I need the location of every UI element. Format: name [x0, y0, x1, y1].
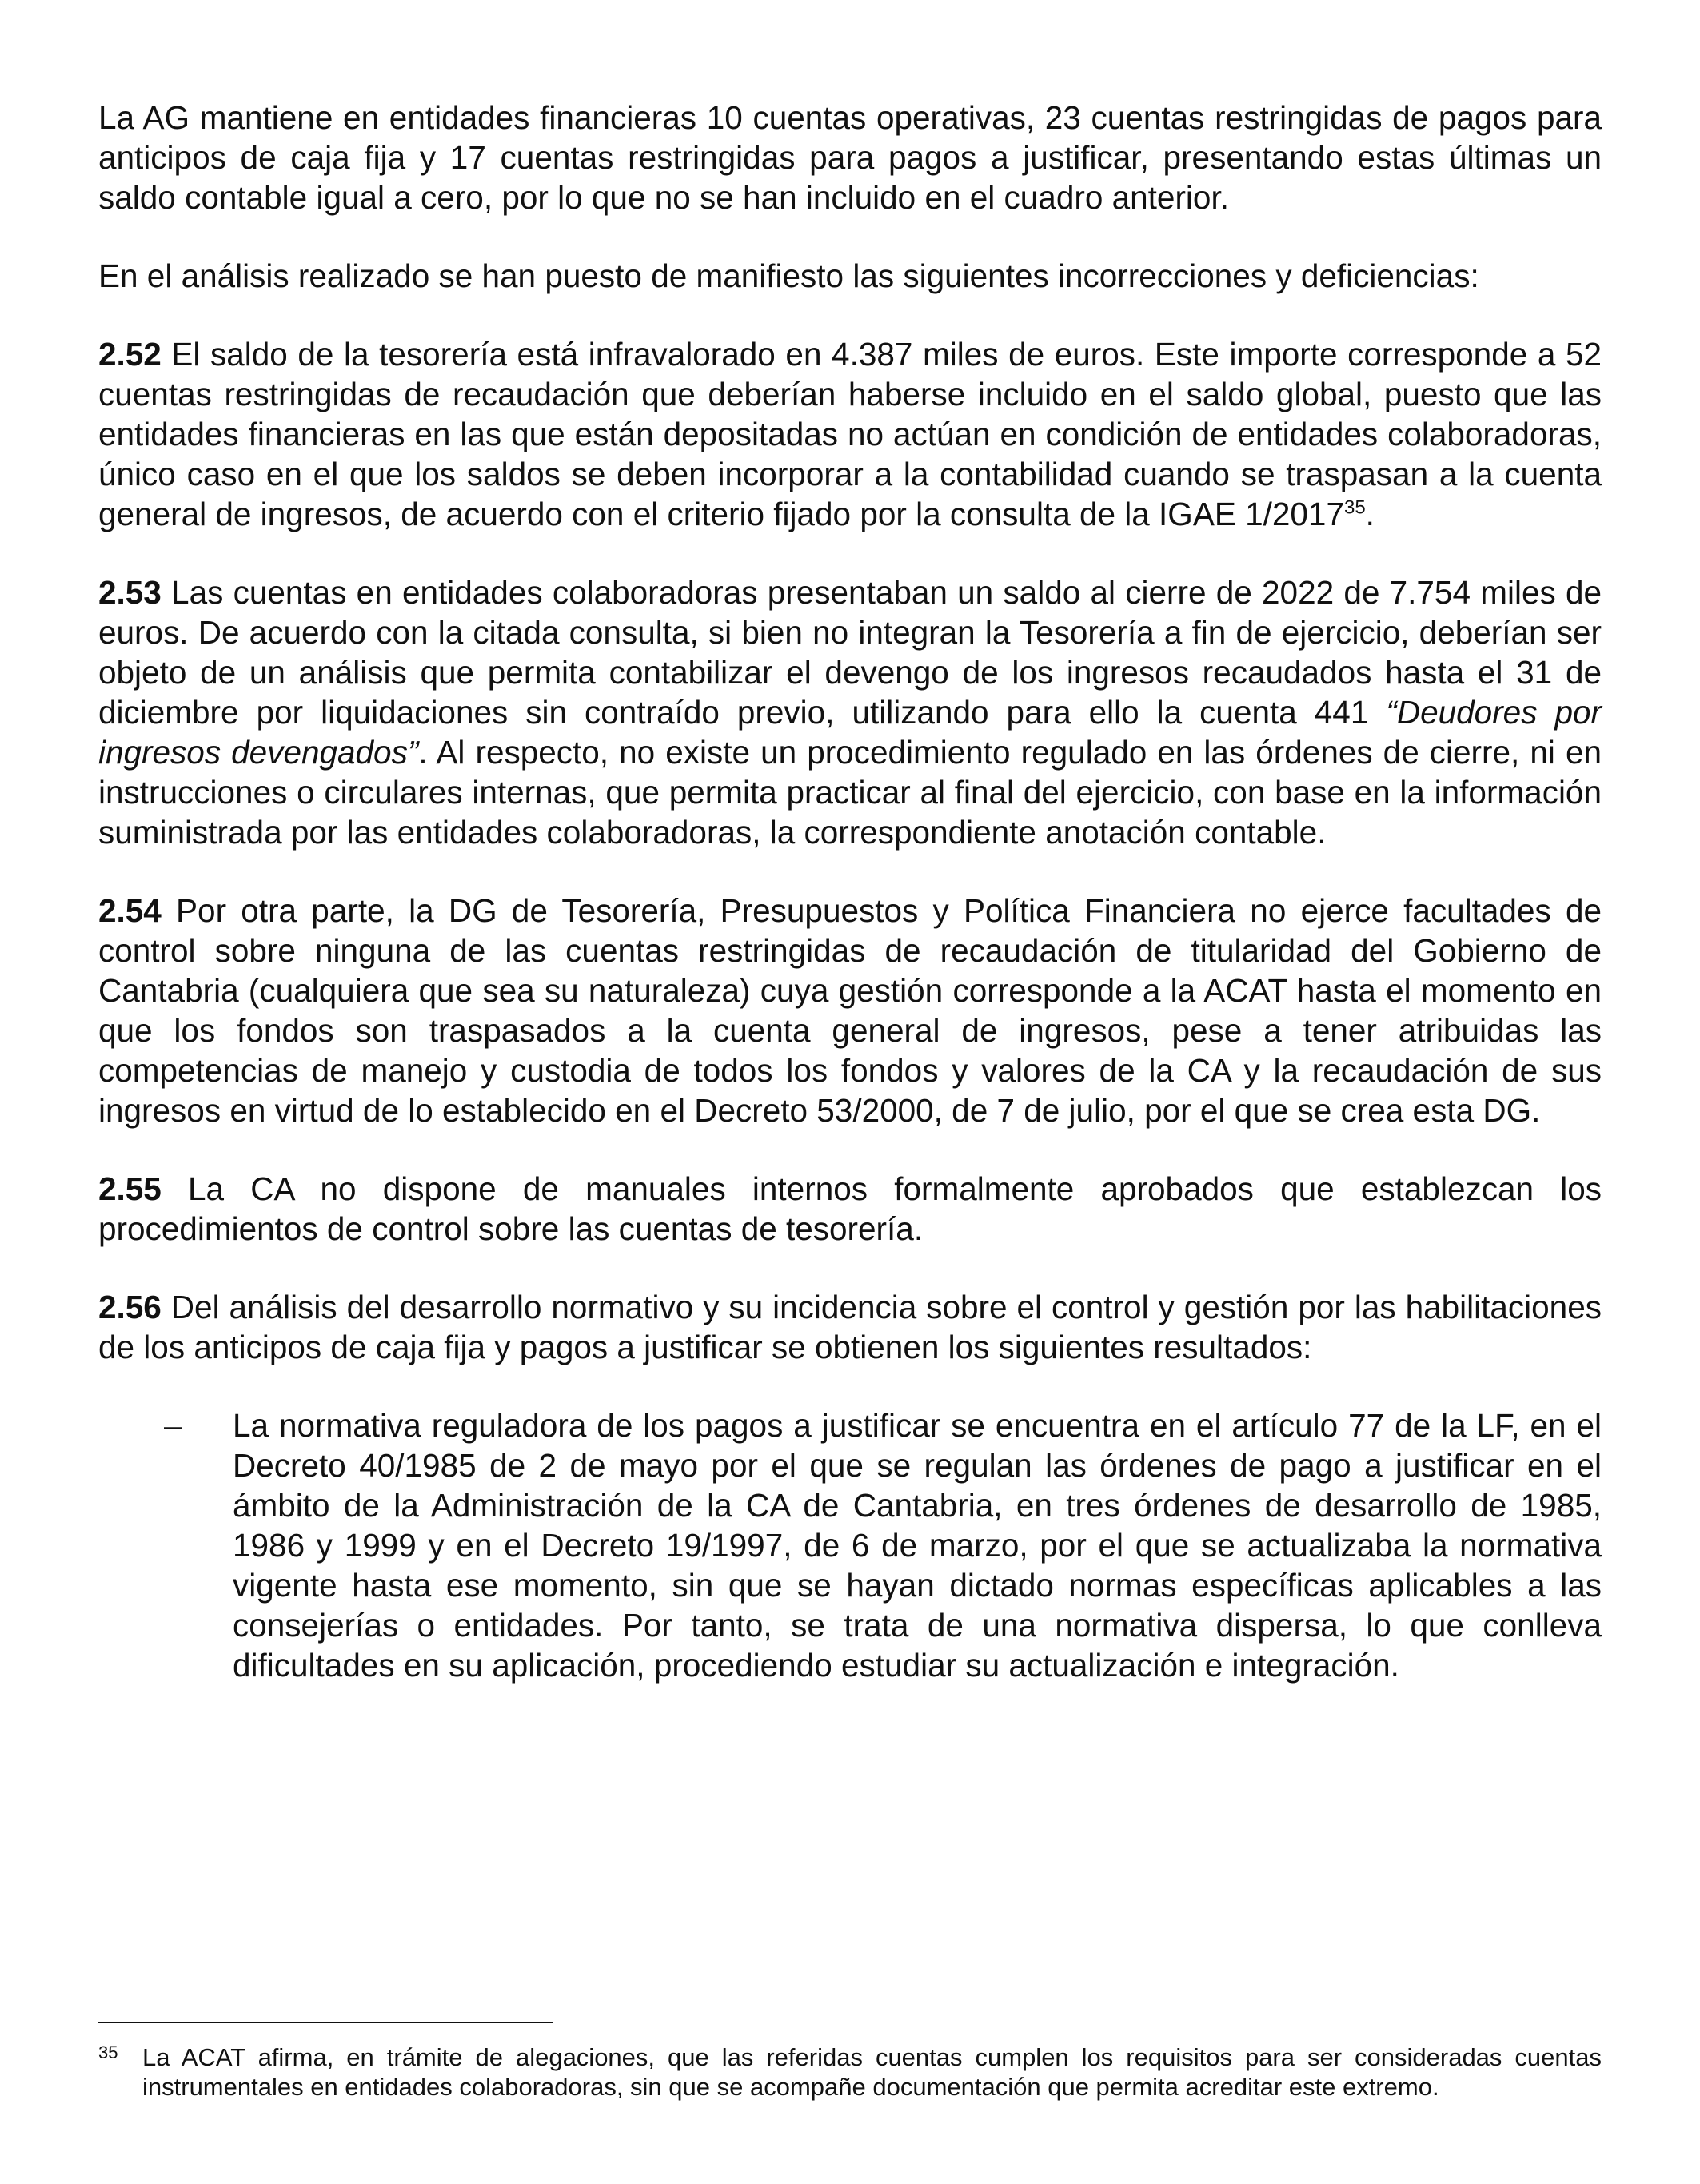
paragraph-text: Las cuentas en entidades colaboradoras presentaban un saldo al cierre de 2022 de 7.754 miles de euros. De acuerdo con la citada consulta, si bien no integran la Tesorería a fin de ejercicio, deberían ser objeto de un análisis que permita contabilizar el devengo de los ingresos recaudados hasta el 31 de diciembre por liquidaciones sin contraído previo, utilizando para ello la cuenta 441: [98, 574, 1602, 731]
footnote-number: 35: [98, 2043, 118, 2062]
paragraph-text: La CA no dispone de manuales internos formalmente aprobados que establezcan los procedimientos de control sobre las cuentas de tesorería.: [98, 1170, 1602, 1247]
bullet-text: La normativa reguladora de los pagos a justificar se encuentra en el artículo 77 de la LF, en el Decreto 40/1985 de 2 de mayo por el que se regulan las órdenes de pago a justificar en el ámbito de la Administración de la CA de Cantabria, en tres órdenes de desarrollo de 1985, 1986 y 1999 y en el Decreto 19/1997, de 6 de marzo, por el que se actualizaba la normativa vigente hasta ese momento, sin que se hayan dictado normas específicas aplicables a las consejerías o entidades. Por tanto, se trata de una normativa dispersa, lo que conlleva dificultades en su aplicación, procediendo estudiar su actualización e integración.: [233, 1407, 1602, 1684]
paragraph-number: 2.54: [98, 892, 162, 929]
paragraph-number: 2.56: [98, 1289, 162, 1325]
dash-bullet: –: [164, 1407, 182, 1444]
paragraph-end: .: [1365, 496, 1375, 532]
paragraph-2-52: [98, 334, 1602, 534]
paragraph-text: Por otra parte, la DG de Tesorería, Presupuestos y Política Financiera no ejerce facultades de control sobre ninguna de las cuentas restringidas de recaudación de titularidad del Gobierno de Cantabria (cualquiera que sea su naturaleza) cuya gestión corresponde a la ACAT hasta el momento en que los fondos son traspasados a la cuenta general de ingresos, pese a tener atribuidas las competencias de manejo y custodia de todos los fondos y valores de la CA y la recaudación de sus ingresos en virtud de lo establecido en el Decreto 53/2000, de 7 de julio, por el que se crea esta DG.: [98, 892, 1602, 1129]
bullet-item: [98, 1405, 1602, 1685]
paragraph-text-cont: . Al respecto, no existe un procedimiento regulado en las órdenes de cierre, ni en instrucciones o circulares internas, que permita practicar al final del ejercicio, con base en la información suministrada por las entidades colaboradoras, la correspondiente anotación contable.: [98, 734, 1602, 851]
footnote: [98, 2043, 1602, 2102]
paragraph-2-54: [98, 891, 1602, 1130]
paragraph-2-53: [98, 572, 1602, 852]
account-name: “Deudores por ingresos devengados”: [98, 694, 1602, 771]
paragraph-analysis: En el análisis realizado se han puesto de manifiesto las siguientes incorrecciones y deficiencias:: [98, 257, 1479, 294]
paragraph-intro: La AG mantiene en entidades financieras 10 cuentas operativas, 23 cuentas restringidas de pagos para anticipos de caja fija y 17 cuentas restringidas para pagos a justificar, presentando estas últimas un saldo contable igual a cero, por lo que no se han incluido en el cuadro anterior.: [98, 99, 1602, 216]
paragraph-text: El saldo de la tesorería está infravalorado en 4.387 miles de euros. Este importe corresponde a 52 cuentas restringidas de recaudación que deberían haberse incluido en el saldo global, puesto que las entidades financieras en las que están depositadas no actúan en condición de entidades colaboradoras, único caso en el que los saldos se deben incorporar a la contabilidad cuando se traspasan a la cuenta general de ingresos, de acuerdo con el criterio fijado por la consulta de la IGAE 1/2017: [98, 336, 1602, 532]
body-text: [98, 98, 1602, 1685]
footnote-separator: [98, 2022, 553, 2023]
paragraph-text: Del análisis del desarrollo normativo y su incidencia sobre el control y gestión por las habilitaciones de los anticipos de caja fija y pagos a justificar se obtienen los siguientes resultados:: [98, 1289, 1602, 1365]
footnote-text: La ACAT afirma, en trámite de alegaciones, que las referidas cuentas cumplen los requisitos para ser consideradas cuentas instrumentales en entidades colaboradoras, sin que se acompañe documentación que permita acreditar este extremo.: [142, 2043, 1602, 2101]
paragraph-2-55: [98, 1169, 1602, 1249]
paragraph-number: 2.53: [98, 574, 162, 611]
paragraph-2-56: [98, 1287, 1602, 1367]
paragraph-number: 2.52: [98, 336, 162, 373]
paragraph-number: 2.55: [98, 1170, 162, 1207]
footnote-reference[interactable]: 35: [1343, 496, 1366, 519]
